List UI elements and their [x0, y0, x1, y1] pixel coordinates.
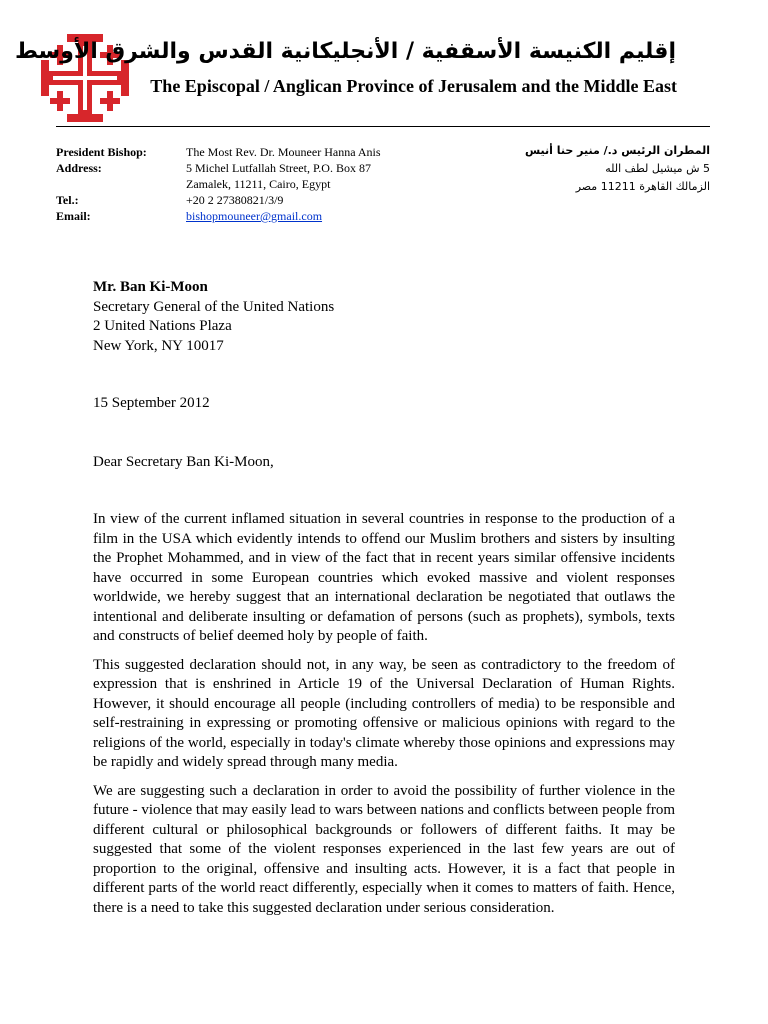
- label-address: Address:: [56, 161, 102, 175]
- bishop-name: The Most Rev. Dr. Mouneer Hanna Anis: [186, 145, 381, 159]
- letter-date: 15 September 2012: [93, 395, 210, 411]
- arabic-title: إقليم الكنيسة الأسقفية / الأنجليكانية القدس والشرق الأوسط: [15, 39, 676, 64]
- email-link[interactable]: bishopmouneer@gmail.com: [186, 209, 323, 223]
- salutation: Dear Secretary Ban Ki-Moon,: [93, 454, 274, 470]
- recipient-title: Secretary General of the United Nations: [93, 298, 335, 315]
- recipient-city: New York, NY 10017: [93, 337, 224, 354]
- arabic-city: الزمالك القاهرة 11211 مصر: [575, 180, 710, 193]
- paragraph: In view of the current inflamed situation in several countries in response to the production of a film in the USA which evidently intends to offend our Muslim brothers and sisters by insulting the Prophet Mohammed, and in view of the fact that in recent years similar offensive incidents have occurred in some European countries which evoked massive and violent responses worldwide, we hereby suggest that an international declaration be negotiated that outlaws the intentional and deliberate insulting or defamation of persons (such as prophets), symbols, texts and constructs of belief deemed holy by people of faith.: [93, 511, 675, 644]
- letter-body: [93, 510, 675, 927]
- contact-values: [186, 144, 381, 224]
- contact-labels: [56, 144, 147, 224]
- header-divider: [56, 126, 710, 127]
- paragraph: We are suggesting such a declaration in order to avoid the possibility of further violence in the future - violence that may easily lead to wars between nations and conflicts between people from different cultural or philosophical backgrounds or followers of different faiths. It may be suggested that some of the violent responses experienced in the last few years are out of proportion to the original, offensive and insulting acts. However, it is a fact that people in different parts of the world react differently, especially when it comes to matters of faith. Hence, there is a need to take this suggested declaration under serious consideration.: [93, 782, 675, 916]
- address-line1: 5 Michel Lutfallah Street, P.O. Box 87: [186, 161, 371, 175]
- recipient-street: 2 United Nations Plaza: [93, 318, 232, 334]
- label-bishop: President Bishop:: [56, 145, 147, 159]
- telephone: +20 2 27380821/3/9: [186, 193, 284, 207]
- arabic-contact: [450, 142, 710, 196]
- recipient-block: [93, 278, 334, 356]
- paragraph: This suggested declaration should not, in any way, be seen as contradictory to the freedom of expression that is enshrined in Article 19 of the Universal Declaration of Human Rights. However, it should encourage all people (including controllers of media) to be responsible and self-restraining in expressing or promoting offensive or malicious opinions with regard to the religions of the world, especially in today's climate whereby those opinions and expressions may be rapidly and widely spread through many media.: [93, 656, 675, 770]
- recipient-name: Mr. Ban Ki-Moon: [93, 279, 208, 295]
- arabic-bishop: المطران الرئيس د./ منير حنا أنيس: [524, 144, 710, 157]
- english-title: The Episcopal / Anglican Province of Jerusalem and the Middle East: [150, 76, 677, 96]
- label-tel: Tel.:: [56, 193, 79, 207]
- label-email: Email:: [56, 209, 91, 223]
- address-line2: Zamalek, 11211, Cairo, Egypt: [186, 177, 331, 191]
- arabic-address: 5 ش ميشيل لطف الله: [605, 162, 710, 175]
